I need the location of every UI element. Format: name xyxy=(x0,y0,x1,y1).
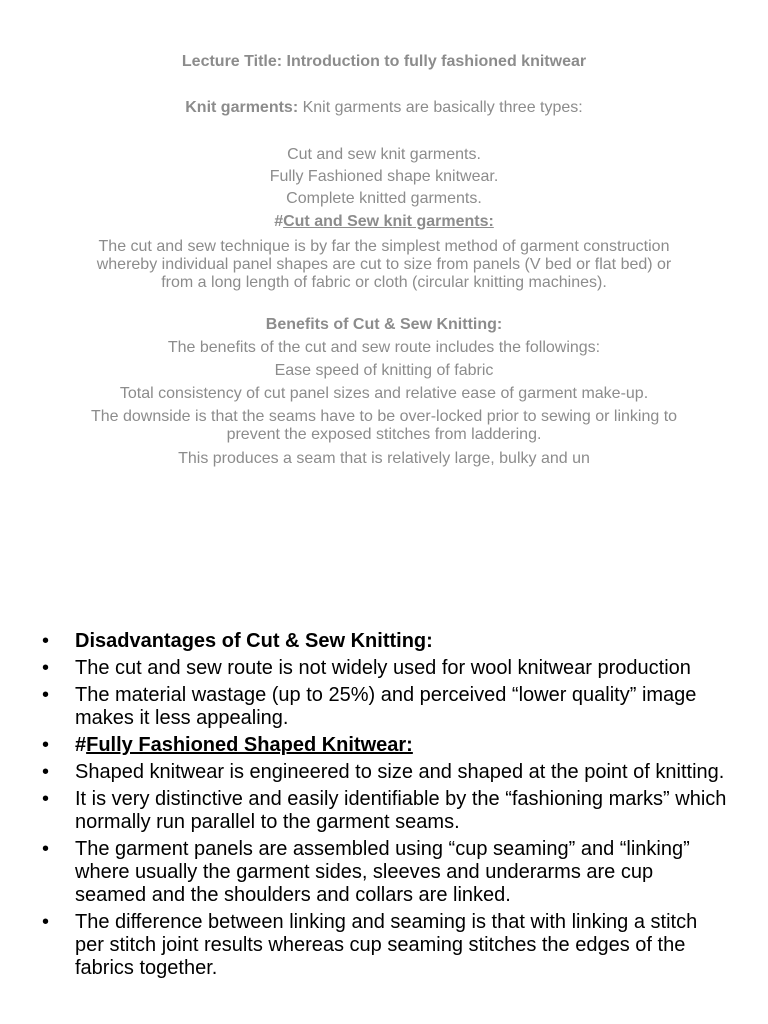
list-item xyxy=(0,788,768,834)
disadvantages-heading: Disadvantages of Cut & Sew Knitting: xyxy=(75,630,433,652)
garment-type-item: Cut and sew knit garments. xyxy=(287,146,481,163)
bullet-icon: • xyxy=(42,761,50,783)
heading-text: Fully Fashioned Shaped Knitwear: xyxy=(86,734,413,756)
knit-garments-label: Knit garments: xyxy=(185,99,299,116)
list-item-text: The garment panels are assembled using “cup seaming” and “linking” where usually the garment sides, sleeves and underarms are cup seamed and the shoulders and collars are linked. xyxy=(75,838,690,906)
bullet-icon: • xyxy=(42,838,50,860)
list-item xyxy=(0,761,768,784)
benefit-item: Ease speed of knitting of fabric xyxy=(274,362,494,379)
list-item-text: The material wastage (up to 25%) and perceived “lower quality” image makes it less appealing. xyxy=(75,684,697,729)
garment-types-list xyxy=(0,146,768,212)
bullet-icon: • xyxy=(42,630,50,652)
list-item-text: The difference between linking and seaming is that with linking a stitch per stitch joint results whereas cup seaming stitches the edges of the fabrics together. xyxy=(75,911,698,979)
knit-garments-intro xyxy=(0,99,768,117)
bullet-icon: • xyxy=(42,684,50,706)
garment-type-item: Fully Fashioned shape knitwear. xyxy=(269,168,499,185)
list-item xyxy=(0,838,768,907)
heading-text: Cut and Sew knit garments: xyxy=(283,213,494,230)
list-item xyxy=(0,657,768,680)
lecture-title: Lecture Title: Introduction to fully fashioned knitwear xyxy=(181,53,587,70)
cut-and-sew-paragraph: The cut and sew technique is by far the simplest method of garment construction whereby individual panel shapes are cut to size from panels (V bed or flat bed) or from a long length of fabric or cloth (circular knitting machines). xyxy=(96,238,672,291)
bullet-icon: • xyxy=(42,911,50,933)
produces-paragraph: This produces a seam that is relatively large, bulky and un xyxy=(178,450,590,467)
garment-type-item: Complete knitted garments. xyxy=(286,190,482,207)
list-item-text: Shaped knitwear is engineered to size and shaped at the point of knitting. xyxy=(75,761,725,783)
bullet-icon: • xyxy=(42,657,50,679)
list-item xyxy=(0,684,768,730)
list-item xyxy=(0,734,768,757)
cut-and-sew-heading xyxy=(0,213,768,231)
list-item-text: It is very distinctive and easily identifiable by the “fashioning marks” which normally run parallel to the garment seams. xyxy=(75,788,727,833)
benefits-title: Benefits of Cut & Sew Knitting: xyxy=(265,316,503,333)
bullet-icon: • xyxy=(42,734,50,756)
fully-fashioned-heading xyxy=(75,734,413,756)
benefits-intro: The benefits of the cut and sew route includes the followings: xyxy=(167,339,601,356)
knit-garments-text: Knit garments are basically three types: xyxy=(298,99,583,116)
top-slide xyxy=(0,0,768,480)
heading-hash: # xyxy=(75,734,87,756)
bottom-slide xyxy=(0,630,768,1024)
heading-hash: # xyxy=(274,213,284,230)
list-item xyxy=(0,630,768,653)
bullet-icon: • xyxy=(42,788,50,810)
list-item-text: The cut and sew route is not widely used for wool knitwear production xyxy=(75,657,691,679)
bullet-list xyxy=(0,630,768,980)
benefit-item: Total consistency of cut panel sizes and relative ease of garment make-up. xyxy=(119,385,649,402)
list-item xyxy=(0,911,768,980)
downside-paragraph: The downside is that the seams have to be over-locked prior to sewing or linking to prevent the exposed stitches from laddering. xyxy=(90,408,678,443)
